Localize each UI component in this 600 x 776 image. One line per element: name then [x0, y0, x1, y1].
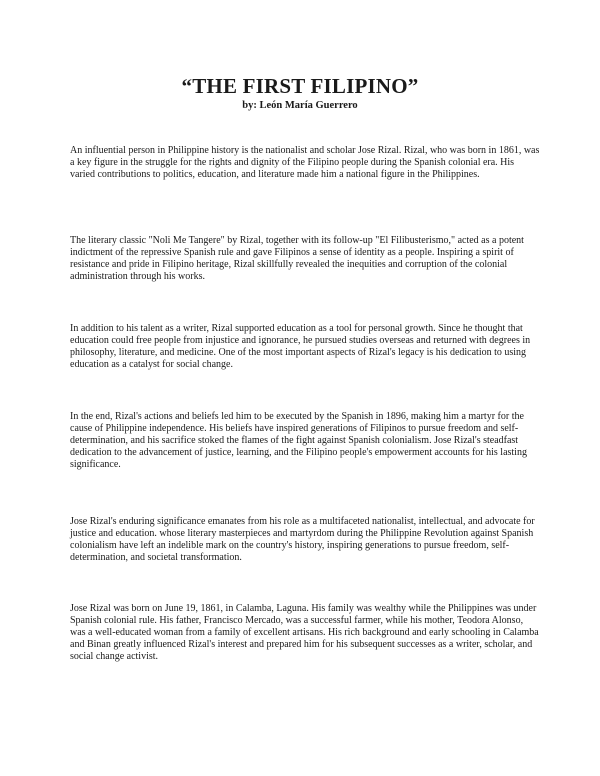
paragraph-martyrdom: In the end, Rizal's actions and beliefs led him to be executed by the Spanish in 1896, making him a martyr for the cause of Philippine independence. His beliefs have inspired generations of Filipinos to pursue freedom and self-determination, and his sacrifice stoked the flames of the fight against Spanish colonialism. Jose Rizal's steadfast dedication to the advancement of justice, learning, and the Filipino people's empowerment accounts for his lasting significance. [70, 411, 527, 470]
document-title: “THE FIRST FILIPINO” [181, 74, 419, 98]
document-byline: by: León María Guerrero [242, 100, 358, 111]
paragraph-education: In addition to his talent as a writer, Rizal supported education as a tool for personal growth. Since he thought that education could free people from injustice and ignorance, he pursued studies overseas and returned with degrees in philosophy, literature, and medicine. One of the most important aspects of Rizal's legacy is his dedication to using education as a catalyst for social change. [70, 323, 531, 370]
paragraph-literary-works: The literary classic "Noli Me Tangere" by Rizal, together with its follow-up "El Filibusterismo," acted as a potent indictment of the repressive Spanish rule and gave Filipinos a sense of identity as a people. Inspiring a spirit of resistance and pride in Filipino heritage, Rizal skillfully revealed the inequities and corruption of the colonial administration through his works. [70, 235, 524, 282]
paragraph-early-life: Jose Rizal was born on June 19, 1861, in Calamba, Laguna. His family was wealthy while the Philippines was under Spanish colonial rule. His father, Francisco Mercado, was a successful farmer, while his mother, Teodora Alonso, was a well-educated woman from a family of excellent artisans. His rich background and early schooling in Calamba and Binan greatly influenced Rizal's interest and prepared him for his subsequent successes as a writer, scholar, and social change activist. [70, 603, 539, 662]
paragraph-significance: Jose Rizal's enduring significance emanates from his role as a multifaceted nationalist, intellectual, and advocate for justice and education. whose literary masterpieces and martyrdom during the Philippine Revolution against Spanish colonialism have left an indelible mark on the country's history, inspiring generations to pursue freedom, self-determination, and societal transformation. [70, 516, 535, 563]
paragraph-introduction: An influential person in Philippine history is the nationalist and scholar Jose Rizal. Rizal, who was born in 1861, was a key figure in the struggle for the rights and dignity of the Filipino people during the Spanish colonial era. His varied contributions to politics, education, and literature made him a national figure in the Philippines. [70, 145, 540, 180]
